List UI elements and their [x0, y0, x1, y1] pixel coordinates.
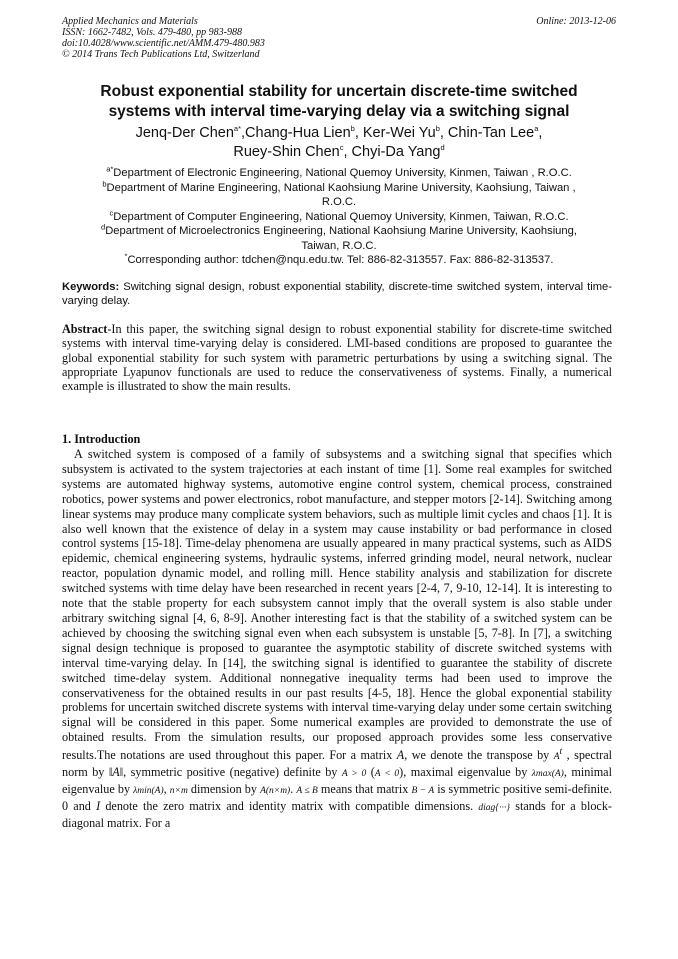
math-symbol: I: [96, 798, 101, 813]
affiliation-a: [60, 166, 618, 181]
paragraph-text: ,: [163, 782, 170, 796]
affil-sup: c: [109, 207, 114, 217]
paragraph-text: .: [290, 782, 297, 796]
math-symbol: A(n×m): [260, 786, 291, 796]
affil-text: Department of Microelectronics Engineering, National Kaohsiung Marine University, Kaohsiung,: [105, 225, 577, 237]
affil-text: Department of Marine Engineering, National Kaohsiung Marine University, Kaohsiung, Taiwan ,: [106, 181, 576, 194]
math-symbol: A > 0: [341, 769, 367, 780]
author-sup: b: [435, 124, 440, 134]
math-symbol: A: [553, 752, 560, 763]
abstract-text: -In this paper, the switching signal design to robust exponential stability for discrete-time switched systems with interval time-varying delay is considered. LMI-based conditions are proposed to guarantee the global exponential stability for such system with parametric perturbations by using a switching signal. The appropriate Lyapunov functionals are used to reduce the conservativeness of systems. Finally, a numerical example is illustrated to show the main results.: [62, 322, 612, 394]
title-line-1: Robust exponential stability for uncertain discrete-time switched: [100, 83, 578, 100]
author-separator: ,: [538, 125, 543, 141]
paragraph-text: ), maximal eigenvalue by: [399, 765, 532, 780]
paragraph-text: dimension by: [187, 782, 261, 796]
paragraph-text: means that matrix: [317, 782, 412, 796]
affil-text: Department of Computer Engineering, National Quemoy University, Kinmen, Taiwan, R.O.C.: [113, 210, 569, 223]
paper-title: [40, 82, 638, 122]
math-symbol: A < 0: [374, 769, 400, 780]
section-body: [62, 447, 612, 831]
author-name: , Chin-Tan Lee: [439, 125, 535, 141]
paragraph-text: (: [366, 765, 375, 780]
affiliation-b-cont: R.O.C.: [321, 196, 357, 208]
paragraph-text: stands for a block-diagonal matrix. For a: [62, 798, 612, 830]
paragraph-text: , symmetric positive (negative) definite by: [123, 765, 342, 780]
affil-sup: d: [101, 222, 106, 232]
author-name: Jenq-Der Chen: [135, 125, 234, 141]
author-list: [40, 124, 638, 162]
author-line-2: [40, 143, 638, 162]
math-symbol: ‖A‖: [108, 765, 124, 780]
keywords-text: Switching signal design, robust exponential stability, discrete-time switched system, interval time-varying delay.: [62, 281, 612, 307]
math-sup: t: [559, 747, 563, 758]
abstract-label: Abstract: [62, 322, 108, 336]
affiliation-b: [60, 178, 618, 196]
math-symbol: diag{···}: [478, 802, 511, 813]
author-sup: b: [350, 124, 355, 134]
keywords-label: Keywords:: [62, 281, 120, 293]
corresponding-author: [60, 253, 618, 268]
math-symbol: A ≤ B: [296, 786, 318, 796]
title-line-2: systems with interval time-varying delay via a switching signal: [108, 103, 570, 120]
paragraph-text: is symmetric positive semi-definite. 0 and: [62, 782, 612, 813]
author-sup: d: [440, 143, 445, 153]
affil-sup: a*: [106, 164, 114, 174]
math-symbol: λmin(A): [133, 786, 164, 796]
affil-text: Corresponding author: tdchen@nqu.edu.tw. Tel: 886-82-313557. Fax: 886-82-313537.: [127, 254, 554, 266]
abstract: [62, 322, 612, 393]
affiliations: [60, 166, 618, 268]
affil-text: Department of Electronic Engineering, National Quemoy University, Kinmen, Taiwan , R.O.C.: [113, 167, 572, 179]
author-sup: a*: [233, 124, 242, 134]
author-name: ,Chang-Hua Lien: [241, 125, 351, 141]
author-sup: a: [534, 124, 539, 134]
journal-header: [62, 16, 622, 60]
paragraph-text: , minimal eigenvalue by: [62, 765, 612, 796]
affil-sup: *: [124, 251, 128, 261]
math-symbol: B − A: [411, 786, 435, 796]
section-heading: 1. Introduction: [62, 432, 141, 446]
math-symbol: n×m: [169, 786, 188, 796]
keywords: [62, 280, 612, 308]
author-name: , Chyi-Da Yang: [343, 144, 441, 160]
paragraph-text: denote the zero matrix and identity matrix with compatible dimensions.: [100, 798, 479, 813]
paragraph-text: A switched system is composed of a family of subsystems and a switching signal that specifies which subsystem is activated to the system trajectories at each instant of time [1]. Some real examples for switched systems are automated highway systems, automotive engine control system, chemical process, constrained robotics, power systems and power electronics, robot manufacture, and stepper motors [2-14]. Switching among linear systems may produce many complicate system behaviors, such as multiple limit cycles and chaos [1]. It is also well known that the existence of delay in a system may cause instability or bad performance in closed control systems [15-18]. Time-delay phenomena are usually appeared in many practical systems, such as AIDS epidemic, chemical engineering systems, hydraulic systems, inferred grinding model, neural network, nuclear reactor, population dynamic model, and rolling mill. Hence stability analysis and stabilization for discrete switched systems with time delay have been researched in recent years [2-4, 7, 9-10, 12-14]. It is interesting to note that the stable property for each subsystem cannot imply that the overall system is also stable under arbitrary switching signal [4, 6, 8-9]. Another interesting fact is that the stability of a switched system can be achieved by choosing the switching signal even when each subsystem is unstable [5, 7-8]. In [7], a switching signal design technique is proposed to guarantee the asymptotic stability of discrete switched systems with interval time-varying delay. In [14], the switching signal is identified to guarantee the stability of discrete switched time-delay system. Additional nonnegative inequality terms had been used to improve the conservativeness for the obtained results in our past results [4-5, 18]. Hence the global exponential stability problems for uncertain switched discrete systems with interval time-varying delay under some certain switching signal will be considered in this paper. Some numerical examples are provided to demonstrate the use of obtained results. From the simulation results, our proposed approach provides some less conservative results.The notations are used throughout this paper. For a matrix: [62, 447, 612, 763]
paragraph-text: , spectral norm by: [62, 748, 612, 780]
affiliation-d-cont: Taiwan, R.O.C.: [301, 239, 377, 252]
online-date: Online: 2013-12-06: [536, 16, 616, 27]
math-symbol: A: [396, 748, 405, 763]
affiliation-d: [60, 224, 618, 239]
issn-line: ISSN: 1662-7482, Vols. 479-480, pp 983-988: [62, 27, 242, 38]
affiliation-c: [60, 207, 618, 225]
doi-line: doi:10.4028/www.scientific.net/AMM.479-480.983: [62, 38, 265, 49]
author-name: Ruey-Shin Chen: [233, 144, 340, 160]
affil-sup: b: [102, 178, 107, 188]
copyright-line: © 2014 Trans Tech Publications Ltd, Switzerland: [62, 49, 260, 60]
author-line-1: [40, 124, 638, 143]
author-name: , Ker-Wei Yu: [354, 125, 436, 141]
author-sup: c: [339, 143, 344, 153]
math-symbol: λmax(A): [531, 769, 564, 780]
paragraph-text: , we denote the transpose by: [404, 748, 554, 763]
journal-name: Applied Mechanics and Materials: [62, 16, 198, 27]
